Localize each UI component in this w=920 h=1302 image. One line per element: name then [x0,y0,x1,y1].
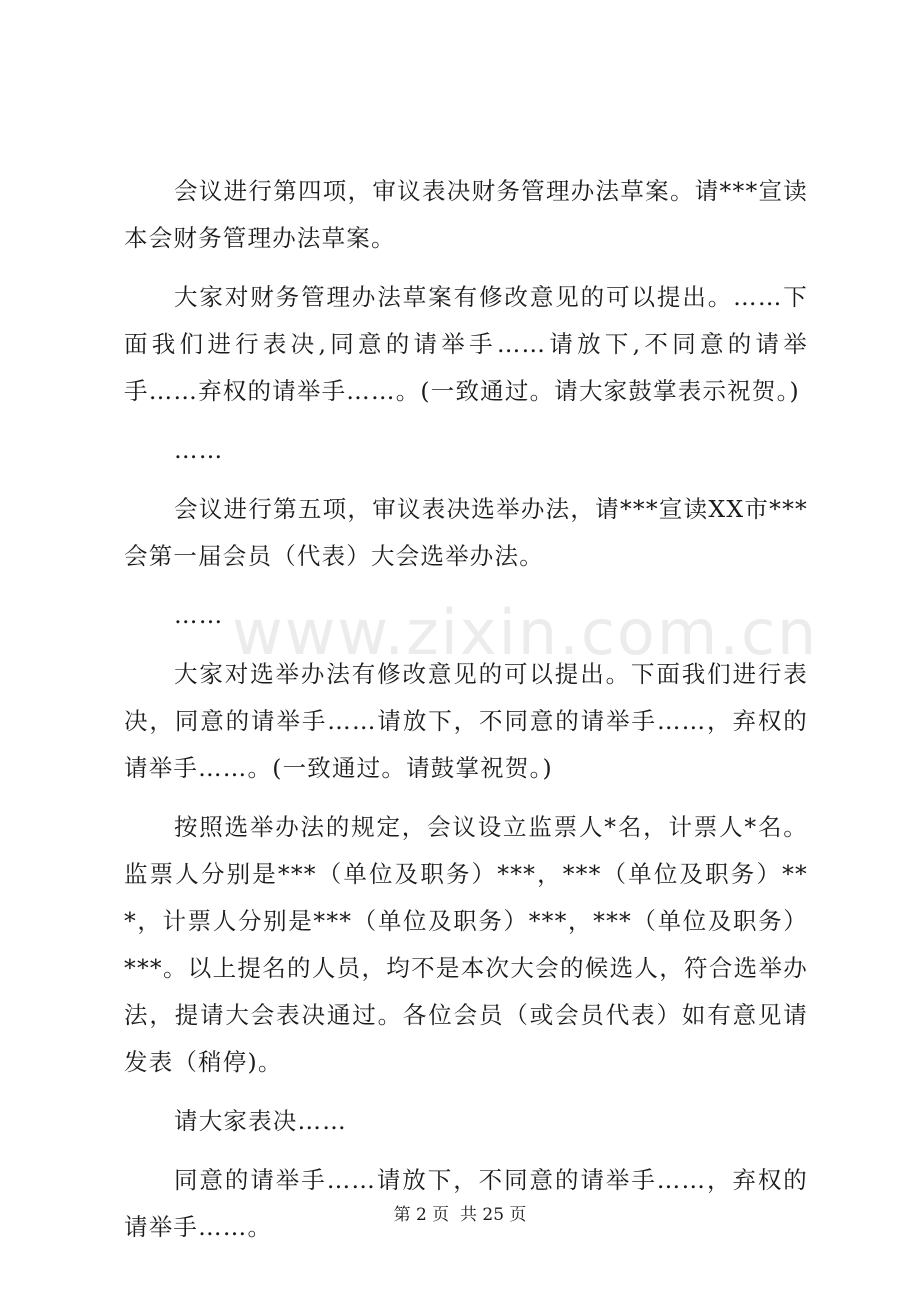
paragraph: …… [174,601,224,629]
paragraph: 会议进行第四项，审议表决财务管理办法草案。请***宣读本会财务管理办法草案。 [124,177,808,252]
watermark: www.zixin.com.cn [232,596,819,669]
paragraph: 大家对财务管理办法草案有修改意见的可以提出。……下面我们进行表决,同意的请举手……请放下,不同意的请举手……弃权的请举手……。(一致通过。请大家鼓掌表示祝贺。) [124,283,808,405]
paragraph: 按照选举办法的规定，会议设立监票人*名，计票人*名。监票人分别是***（单位及职务）***，***（单位及职务）***，计票人分别是***（单位及职务）***，***（单位及职务）***。以上提名的人员，均不是本次大会的候选人，符合选举办法，提请大会表决通过。各位会员（或会员代表）如有意见请发表（稍停)。 [124,813,808,1076]
paragraph: 会议进行第五项，审议表决选举办法，请***宣读XX市***会第一届会员（代表）大会选举办法。 [124,495,808,570]
paragraph: 大家对选举办法有修改意见的可以提出。下面我们进行表决，同意的请举手……请放下，不同意的请举手……，弃权的请举手……。(一致通过。请鼓掌祝贺。) [124,660,808,782]
paragraph: 同意的请举手……请放下，不同意的请举手……，弃权的请举手……。 [124,1166,808,1241]
page-number-footer: 第 2 页 共 25 页 [393,1205,527,1225]
document-body [124,168,808,1263]
paragraph: …… [174,436,224,464]
paragraph: 请大家表决…… [174,1107,347,1135]
